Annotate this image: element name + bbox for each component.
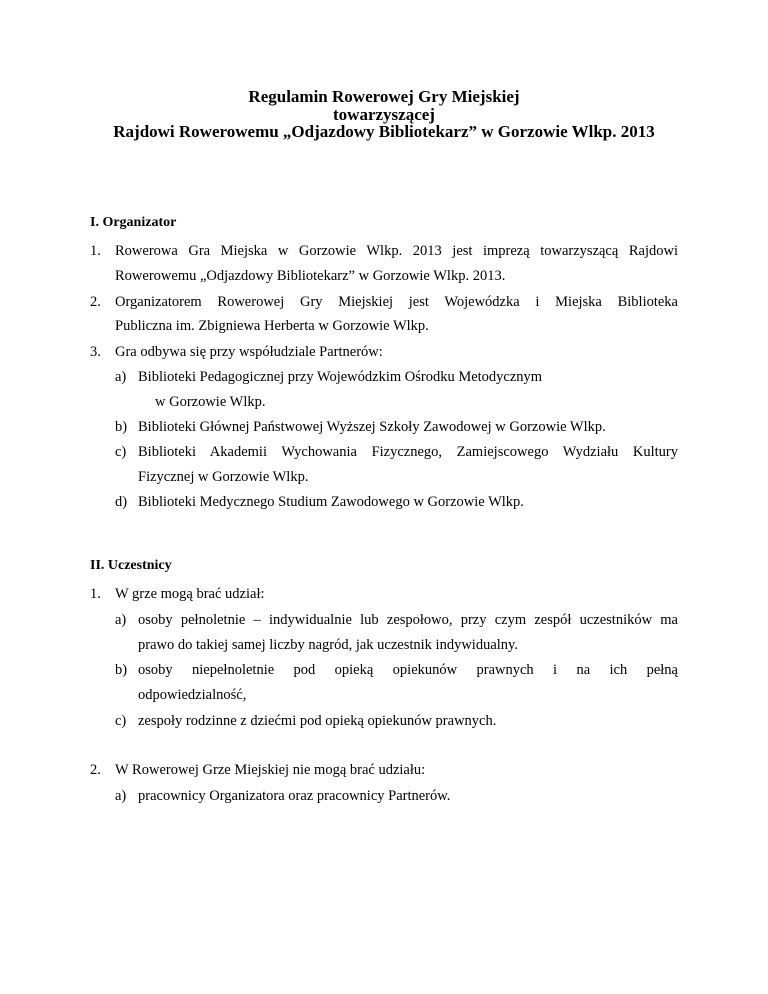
paragraph-line: Biblioteki Głównej Państwowej Wyższej Szkoły Zawodowej w Gorzowie Wlkp. <box>138 419 606 435</box>
section-heading-organizator: I. Organizator <box>90 215 177 230</box>
paragraph-line: zespoły rodzinne z dziećmi pod opieką opiekunów prawnych. <box>138 713 497 729</box>
list-letter: c) <box>115 444 127 460</box>
document-title-line-2: towarzyszącej <box>333 105 435 124</box>
list-number: 2. <box>90 762 101 778</box>
paragraph-line: Publiczna im. Zbigniewa Herberta w Gorzowie Wlkp. <box>115 318 429 334</box>
list-letter: c) <box>115 713 127 729</box>
list-number: 1. <box>90 586 101 602</box>
paragraph-line: Biblioteki Akademii Wychowania Fizycznego, Zamiejscowego Wydziału Kultury <box>138 444 678 460</box>
paragraph-line: Rowerowa Gra Miejska w Gorzowie Wlkp. 2013 jest imprezą towarzyszącą Rajdowi <box>115 243 678 259</box>
paragraph-line: prawo do takiej samej liczby nagród, jak uczestnik indywidualny. <box>138 637 518 653</box>
list-letter: b) <box>115 662 128 678</box>
document-title-line-1: Regulamin Rowerowej Gry Miejskiej <box>248 87 520 106</box>
list-letter: a) <box>115 612 127 628</box>
document-title-line-3: Rajdowi Rowerowemu „Odjazdowy Bibliotekarz” w Gorzowie Wlkp. 2013 <box>113 122 655 141</box>
list-number: 1. <box>90 243 101 259</box>
paragraph-line: Rowerowemu „Odjazdowy Bibliotekarz” w Gorzowie Wlkp. 2013. <box>115 268 506 284</box>
paragraph-line: Organizatorem Rowerowej Gry Miejskiej jest Wojewódzka i Miejska Biblioteka <box>115 294 678 310</box>
paragraph-line: odpowiedzialność, <box>138 687 247 703</box>
section-heading-uczestnicy: II. Uczestnicy <box>90 558 172 573</box>
paragraph-line: pracownicy Organizatora oraz pracownicy Partnerów. <box>138 788 451 804</box>
paragraph-line: W Rowerowej Grze Miejskiej nie mogą brać udziału: <box>115 762 426 778</box>
paragraph-line: Gra odbywa się przy współudziale Partnerów: <box>115 344 383 360</box>
paragraph-line: Fizycznej w Gorzowie Wlkp. <box>138 469 309 485</box>
list-letter: b) <box>115 419 128 435</box>
paragraph-line: Biblioteki Pedagogicznej przy Wojewódzkim Ośrodku Metodycznym <box>138 369 543 385</box>
list-letter: d) <box>115 494 128 510</box>
list-number: 3. <box>90 344 101 360</box>
list-number: 2. <box>90 294 101 310</box>
paragraph-line: osoby pełnoletnie – indywidualnie lub zespołowo, przy czym zespół uczestników ma <box>138 612 678 628</box>
paragraph-line: W grze mogą brać udział: <box>115 586 265 602</box>
paragraph-line: osoby niepełnoletnie pod opieką opiekunów prawnych i na ich pełną <box>138 662 678 678</box>
paragraph-line: Biblioteki Medycznego Studium Zawodowego w Gorzowie Wlkp. <box>138 494 524 510</box>
paragraph-line: w Gorzowie Wlkp. <box>155 394 266 410</box>
list-letter: a) <box>115 788 127 804</box>
list-letter: a) <box>115 369 127 385</box>
